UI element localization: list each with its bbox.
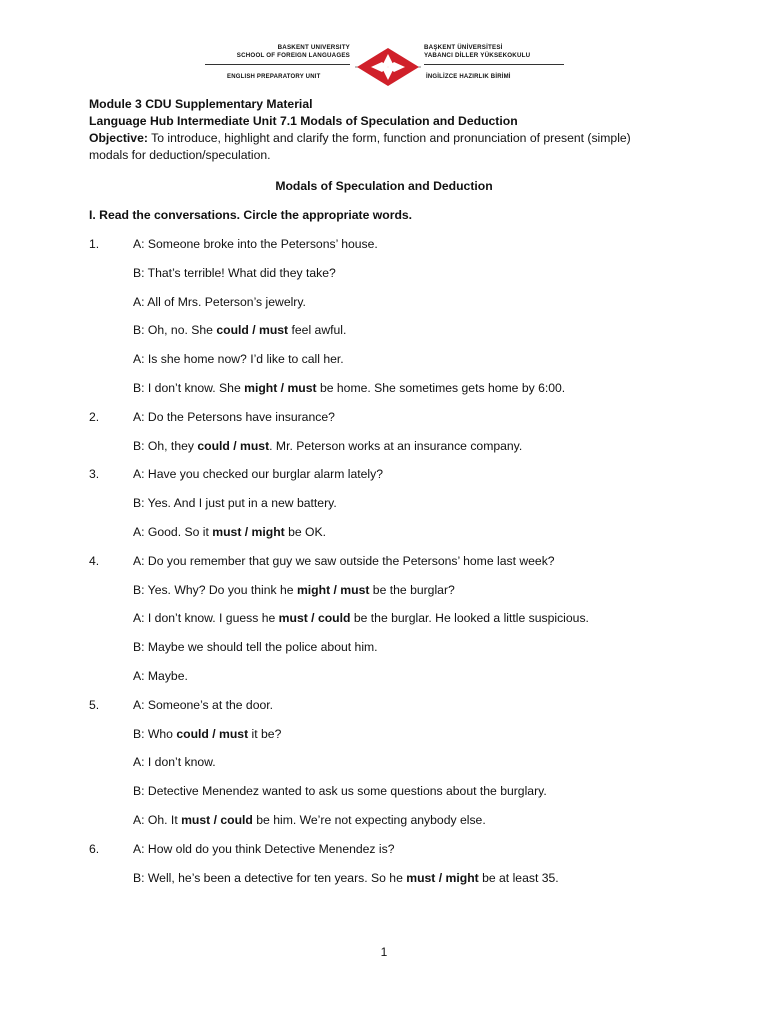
modal-choice: could / must [197, 438, 270, 453]
header-left-block [205, 44, 350, 60]
dialogue-text-end: . Mr. Peterson works at an insurance company. [269, 438, 523, 453]
university-header [205, 44, 563, 92]
dialogue-text: B: Well, he’s been a detective for ten years. So he [133, 870, 407, 885]
dialogue-text: A: Maybe. [133, 669, 188, 683]
dialogue-text-end: be home. She sometimes gets home by 6:00. [316, 381, 566, 395]
unit-title: Language Hub Intermediate Unit 7.1 Modals of Speculation and Deduction [89, 114, 518, 128]
header-right-rule [424, 64, 564, 65]
dialogue-text: A: Someone’s at the door. [133, 697, 274, 712]
modal-choice: could / must [216, 323, 289, 338]
dialogue-text: A: How old do you think Detective Menendez is? [133, 841, 395, 856]
dialogue-line [133, 783, 547, 799]
item-number: 4. [89, 553, 100, 568]
dialogue-text-end: feel awful. [288, 323, 347, 338]
dialogue-line [133, 639, 378, 655]
dialogue-text: B: Maybe we should tell the police about him. [133, 640, 378, 655]
dialogue-line [133, 553, 555, 569]
dialogue-text: A: Good. So it [133, 525, 213, 539]
dialogue-text: A: I don’t know. I guess he [133, 611, 279, 626]
dialogue-text: A: Someone broke into the Petersons’ house. [133, 237, 378, 251]
dialogue-text: A: Oh. It [133, 813, 182, 827]
dialogue-line [133, 294, 306, 310]
modal-choice: could / must [176, 726, 249, 741]
header-university-name-tr: BAŞKENT ÜNİVERSİTESİ [424, 44, 503, 51]
dialogue-text: A: Do you remember that guy we saw outside the Petersons’ home last week? [133, 553, 555, 568]
dialogue-line [133, 380, 565, 396]
dialogue-text-end: it be? [248, 726, 282, 741]
dialogue-text-end: be OK. [284, 525, 327, 539]
dialogue-line [133, 524, 326, 540]
dialogue-line [133, 668, 188, 684]
dialogue-text: A: I don’t know. [133, 755, 216, 770]
header-school-name-tr: YABANCI DİLLER YÜKSEKOKULU [424, 52, 531, 59]
dialogue-text: B: I don’t know. She [133, 381, 245, 395]
dialogue-line [133, 754, 216, 770]
objective-text: To introduce, highlight and clarify the form, function and pronunciation of present (simple) [147, 131, 631, 145]
objective-paragraph [89, 130, 679, 147]
dialogue-line [133, 409, 335, 425]
university-logo-icon [355, 46, 421, 88]
item-number: 2. [89, 409, 100, 424]
document-title-block [89, 96, 679, 164]
dialogue-line [133, 236, 378, 252]
header-school-name-en: SCHOOL OF FOREIGN LANGUAGES [236, 52, 350, 59]
section-title: Modals of Speculation and Deduction [275, 179, 493, 193]
dialogue-text: B: Yes. Why? Do you think he [133, 582, 297, 597]
dialogue-text: B: Who [133, 726, 177, 741]
item-number: 1. [89, 237, 100, 251]
dialogue-text: B: Yes. And I just put in a new battery. [133, 496, 337, 511]
module-title: Module 3 CDU Supplementary Material [89, 97, 313, 111]
dialogue-line [133, 322, 346, 338]
objective-label: Objective: [89, 131, 148, 145]
dialogue-line [133, 495, 337, 511]
dialogue-line [133, 582, 455, 598]
dialogue-line [133, 697, 273, 713]
dialogue-text: B: Oh, no. She [133, 323, 217, 338]
dialogue-line [133, 812, 486, 828]
exercise-instruction: I. Read the conversations. Circle the appropriate words. [89, 208, 413, 222]
header-right-block [424, 44, 564, 60]
dialogue-text-end: be him. We’re not expecting anybody else. [252, 813, 486, 827]
modal-choice: must / might [406, 870, 479, 885]
dialogue-text: A: Is she home now? I’d like to call her. [133, 352, 344, 367]
objective-text-continued: modals for deduction/speculation. [89, 148, 271, 162]
item-number: 3. [89, 467, 100, 482]
dialogue-line [133, 726, 281, 742]
dialogue-line [133, 841, 395, 857]
dialogue-line [133, 438, 522, 454]
modal-choice: must / might [212, 525, 285, 539]
modal-choice: must / could [278, 611, 351, 626]
dialogue-text: A: Do the Petersons have insurance? [133, 409, 335, 424]
dialogue-text-end: be at least 35. [478, 870, 559, 885]
dialogue-text-end: be the burglar? [369, 582, 455, 597]
header-left-rule [205, 64, 350, 65]
modal-choice: might / must [244, 381, 317, 395]
page-number: 1 [380, 945, 388, 959]
dialogue-line [133, 870, 559, 886]
modal-choice: might / must [296, 582, 370, 597]
dialogue-text: B: Oh, they [133, 438, 198, 453]
dialogue-text: B: That’s terrible! What did they take? [133, 265, 336, 280]
dialogue-line [133, 265, 336, 281]
dialogue-text: A: All of Mrs. Peterson’s jewelry. [133, 294, 306, 309]
item-number: 5. [89, 697, 100, 712]
modal-choice: must / could [181, 813, 253, 827]
item-number: 6. [89, 841, 100, 856]
dialogue-text: B: Detective Menendez wanted to ask us some questions about the burglary. [133, 784, 547, 799]
header-university-name-en: BASKENT UNIVERSITY [277, 44, 350, 51]
dialogue-line [133, 351, 344, 367]
dialogue-text-end: be the burglar. He looked a little suspicious. [350, 611, 589, 626]
header-unit-tr: İNGİLİZCE HAZIRLIK BİRİMİ [426, 74, 511, 80]
dialogue-line [133, 466, 383, 482]
dialogue-line [133, 610, 589, 626]
dialogue-text: A: Have you checked our burglar alarm lately? [133, 467, 383, 482]
header-unit-en: ENGLISH PREPARATORY UNIT [227, 74, 321, 80]
